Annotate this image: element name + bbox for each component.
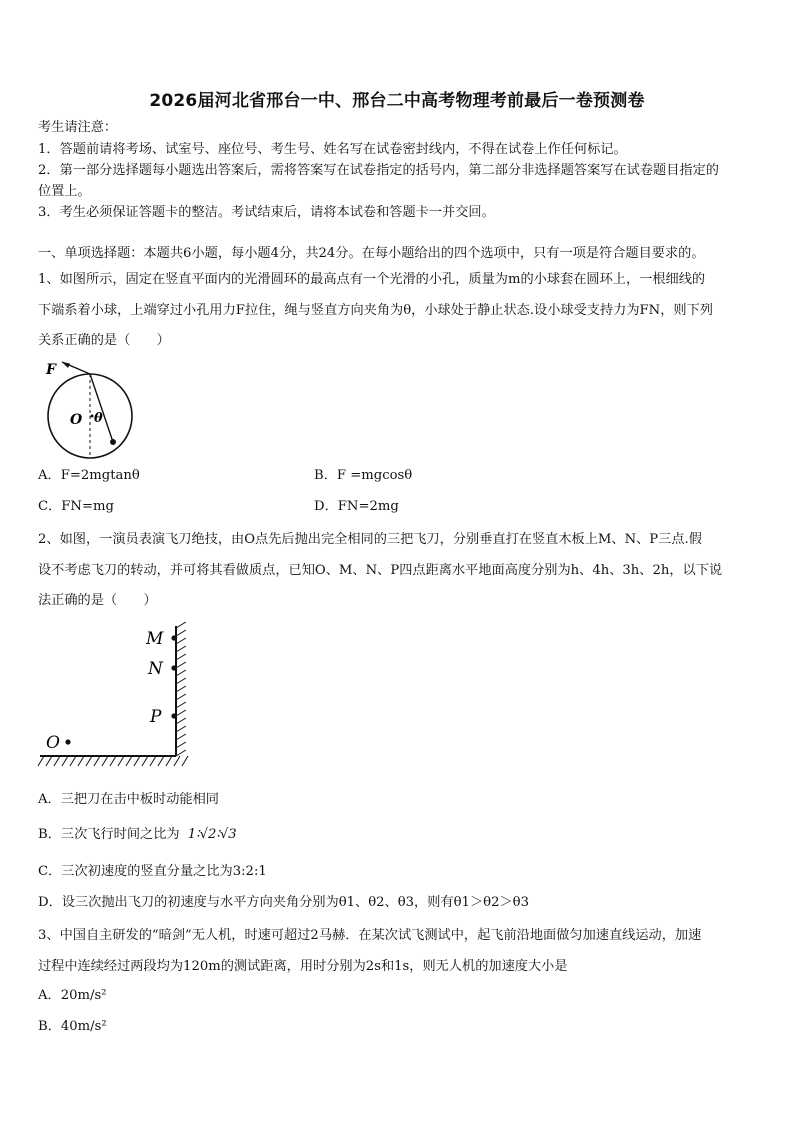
point-N xyxy=(171,665,176,670)
label-N: N xyxy=(148,659,163,679)
notice-item: 2．第一部分选择题每小题选出答案后，需将答案写在试卷指定的括号内，第二部分非选择题答案写在试卷题目指定的 xyxy=(38,163,719,178)
notice-item: 3．考生必须保证答题卡的整洁。考试结束后，请将本试卷和答题卡一并交回。 xyxy=(38,205,495,220)
option-a: A．三把刀在击中板时动能相同 xyxy=(38,792,219,807)
option-a: A．20m/s² xyxy=(38,988,107,1003)
notice-heading: 考生请注意： xyxy=(38,120,118,135)
rope-line xyxy=(90,374,113,442)
page-title: 2026届河北省邢台一中、邢台二中高考物理考前最后一卷预测卷 xyxy=(149,91,645,111)
option-d: D．设三次抛出飞刀的初速度与水平方向夹角分别为θ1、θ2、θ3，则有θ1＞θ2＞θ3 xyxy=(38,895,529,910)
label-O: O xyxy=(70,412,83,428)
option-b xyxy=(38,825,237,845)
option-d: D．FN=2mg xyxy=(314,499,399,514)
point-O xyxy=(65,739,70,744)
notice-item: 位置上。 xyxy=(38,184,91,199)
label-F: F xyxy=(46,362,56,378)
wall-hatching xyxy=(176,622,186,756)
question-line: 1、如图所示，固定在竖直平面内的光滑圆环的最高点有一个光滑的小孔，质量为m的小球套在圆环上，一根细线的 xyxy=(38,272,706,287)
question-line: 下端系着小球，上端穿过小孔用力F拉住，绳与竖直方向夹角为θ，小球处于静止状态.设小球受支持力为FN，则下列 xyxy=(38,303,713,318)
option-b-text: B．三次飞行时间之比为 xyxy=(38,827,180,842)
question-line: 法正确的是（ ） xyxy=(38,593,157,608)
question-line: 2、如图，一演员表演飞刀绝技，由O点先后抛出完全相同的三把飞刀，分别垂直打在竖直木板上M、N、P三点.假 xyxy=(38,532,702,547)
notice-item: 1．答题前请将考场、试室号、座位号、考生号、姓名写在试卷密封线内，不得在试卷上作任何标记。 xyxy=(38,142,627,157)
option-b: B．40m/s² xyxy=(38,1019,107,1034)
label-theta: θ xyxy=(94,411,103,426)
label-P: P xyxy=(150,707,162,727)
point-P xyxy=(171,713,176,718)
option-c: C．FN=mg xyxy=(38,499,114,514)
label-M: M xyxy=(146,629,164,649)
question-line: 3、中国自主研发的“暗剑”无人机，时速可超过2马赫．在某次试飞测试中，起飞前沿地面做匀加速直线运动，加速 xyxy=(38,928,702,943)
option-c: C．三次初速度的竖直分量之比为3:2:1 xyxy=(38,864,267,879)
option-a: A．F=2mgtanθ xyxy=(38,468,140,483)
question-line: 关系正确的是（ ） xyxy=(38,333,170,348)
floor-hatching xyxy=(38,756,188,766)
section-heading: 一、单项选择题：本题共6小题，每小题4分，共24分。在每小题给出的四个选项中，只有一项是符合题目要求的。 xyxy=(38,246,705,261)
knife-figure xyxy=(36,622,196,772)
label-O: O xyxy=(46,733,60,753)
question-line: 过程中连续经过两段均为120m的测试距离，用时分别为2s和1s，则无人机的加速度大小是 xyxy=(38,959,568,974)
option-b: B．F =mgcosθ xyxy=(314,468,413,483)
small-ball xyxy=(110,439,116,445)
point-M xyxy=(171,635,176,640)
force-arrowhead xyxy=(62,362,70,368)
question-line: 设不考虑飞刀的转动，并可将其看做质点，已知O、M、N、P四点距离水平地面高度分别为h、4h、3h、2h，以下说 xyxy=(38,563,723,578)
ring-figure xyxy=(40,360,140,460)
option-b-ratio: 1∶√2∶√3 xyxy=(187,827,237,842)
